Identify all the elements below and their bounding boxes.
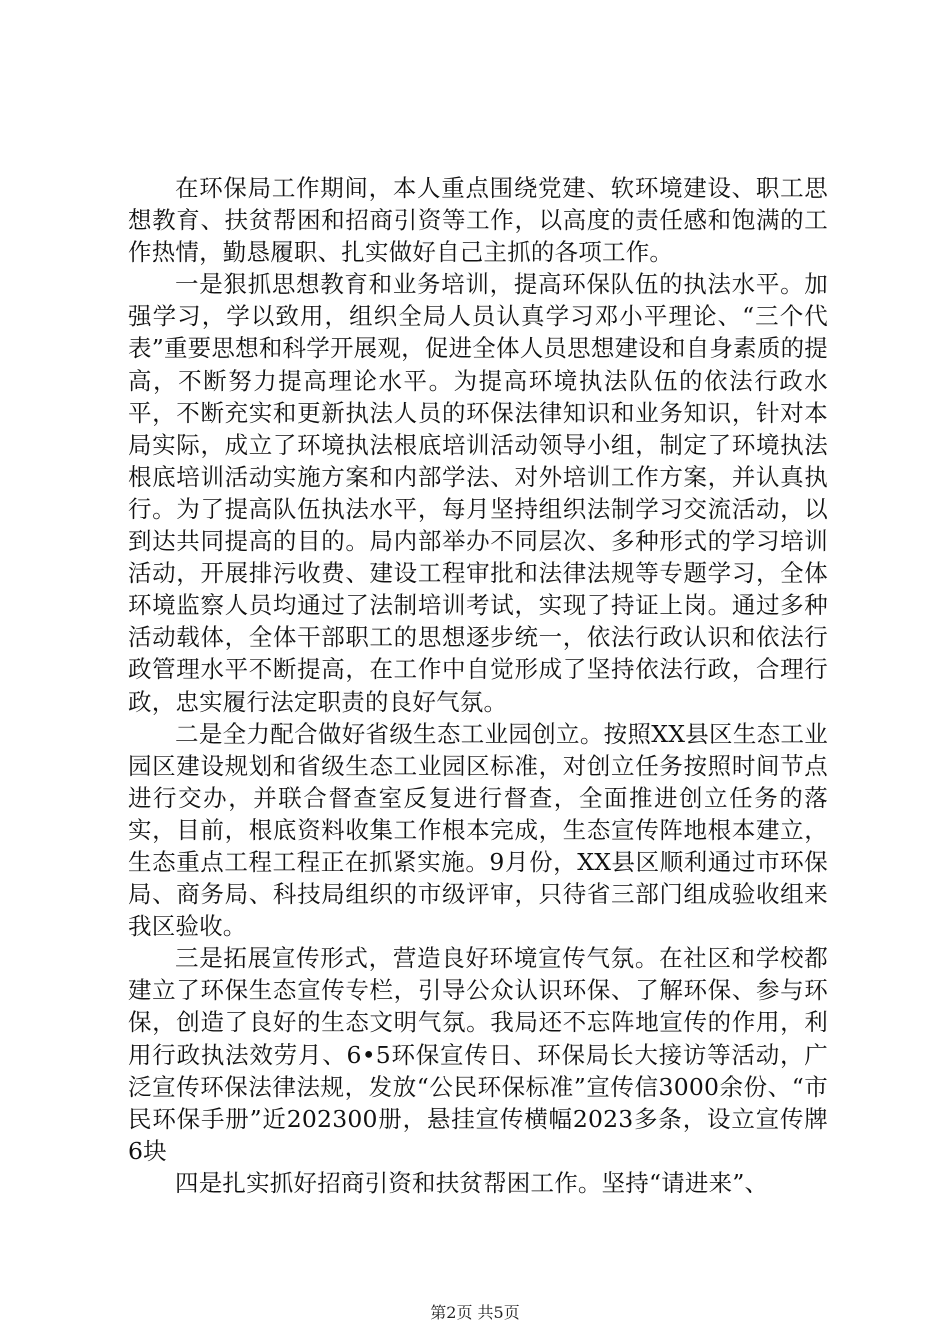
page-number-footer: 第2页 共5页 [430,1303,520,1322]
paragraph-intro: 在环保局工作期间，本人重点围绕党建、软环境建设、职工思想教育、扶贫帮困和招商引资等工作，以高度的责任感和饱满的工作热情，勤恳履职、扎实做好自己主抓的各项工作。 [128,174,828,267]
paragraph-eco-park: 二是全力配合做好省级生态工业园创立。按照XX县区生态工业园区建设规划和省级生态工业园区标准，对创立任务按照时间节点进行交办，并联合督查室反复进行督查，全面推进创立任务的落实，目前，根底资料收集工作根本完成，生态宣传阵地根本建立，生态重点工程工程正在抓紧实施。9月份，XX县区顺利通过市环保局、商务局、科技局组织的市级评审，只待省三部门组成验收组来我区验收。 [128,719,828,941]
paragraph-publicity: 三是拓展宣传形式，营造良好环境宣传气氛。在社区和学校都建立了环保生态宣传专栏，引导公众认识环保、了解环保、参与环保，创造了良好的生态文明气氛。我局还不忘阵地宣传的作用，利用行政执法效劳月、6•5环保宣传日、环保局长大接访等活动，广泛宣传环保法律法规，发放“公民环保标准”宣传信3000余份、“市民环保手册”近202300册，悬挂宣传横幅2023多条，设立宣传牌6块 [128,944,828,1165]
paragraph-investment: 四是扎实抓好招商引资和扶贫帮困工作。坚持“请进来”、 [175,1168,769,1197]
document-body [128,172,828,1199]
paragraph-training: 一是狠抓思想教育和业务培训，提高环保队伍的执法水平。加强学习，学以致用，组织全局人员认真学习邓小平理论、“三个代表”重要思想和科学开展观，促进全体人员思想建设和自身素质的提高，不断努力提高理论水平。为提高环境执法队伍的依法行政水平，不断充实和更新执法人员的环保法律知识和业务知识，针对本局实际，成立了环境执法根底培训活动领导小组，制定了环境执法根底培训活动实施方案和内部学法、对外培训工作方案，并认真执行。为了提高队伍执法水平，每月坚持组织法制学习交流活动，以到达共同提高的目的。局内部举办不同层次、多种形式的学习培训活动，开展排污收费、建设工程审批和法律法规等专题学习，全体环境监察人员均通过了法制培训考试，实现了持证上岗。通过多种活动载体，全体干部职工的思想逐步统一，依法行政认识和依法行政管理水平不断提高，在工作中自觉形成了坚持依法行政，合理行政，忠实履行法定职责的良好气氛。 [128,270,828,716]
